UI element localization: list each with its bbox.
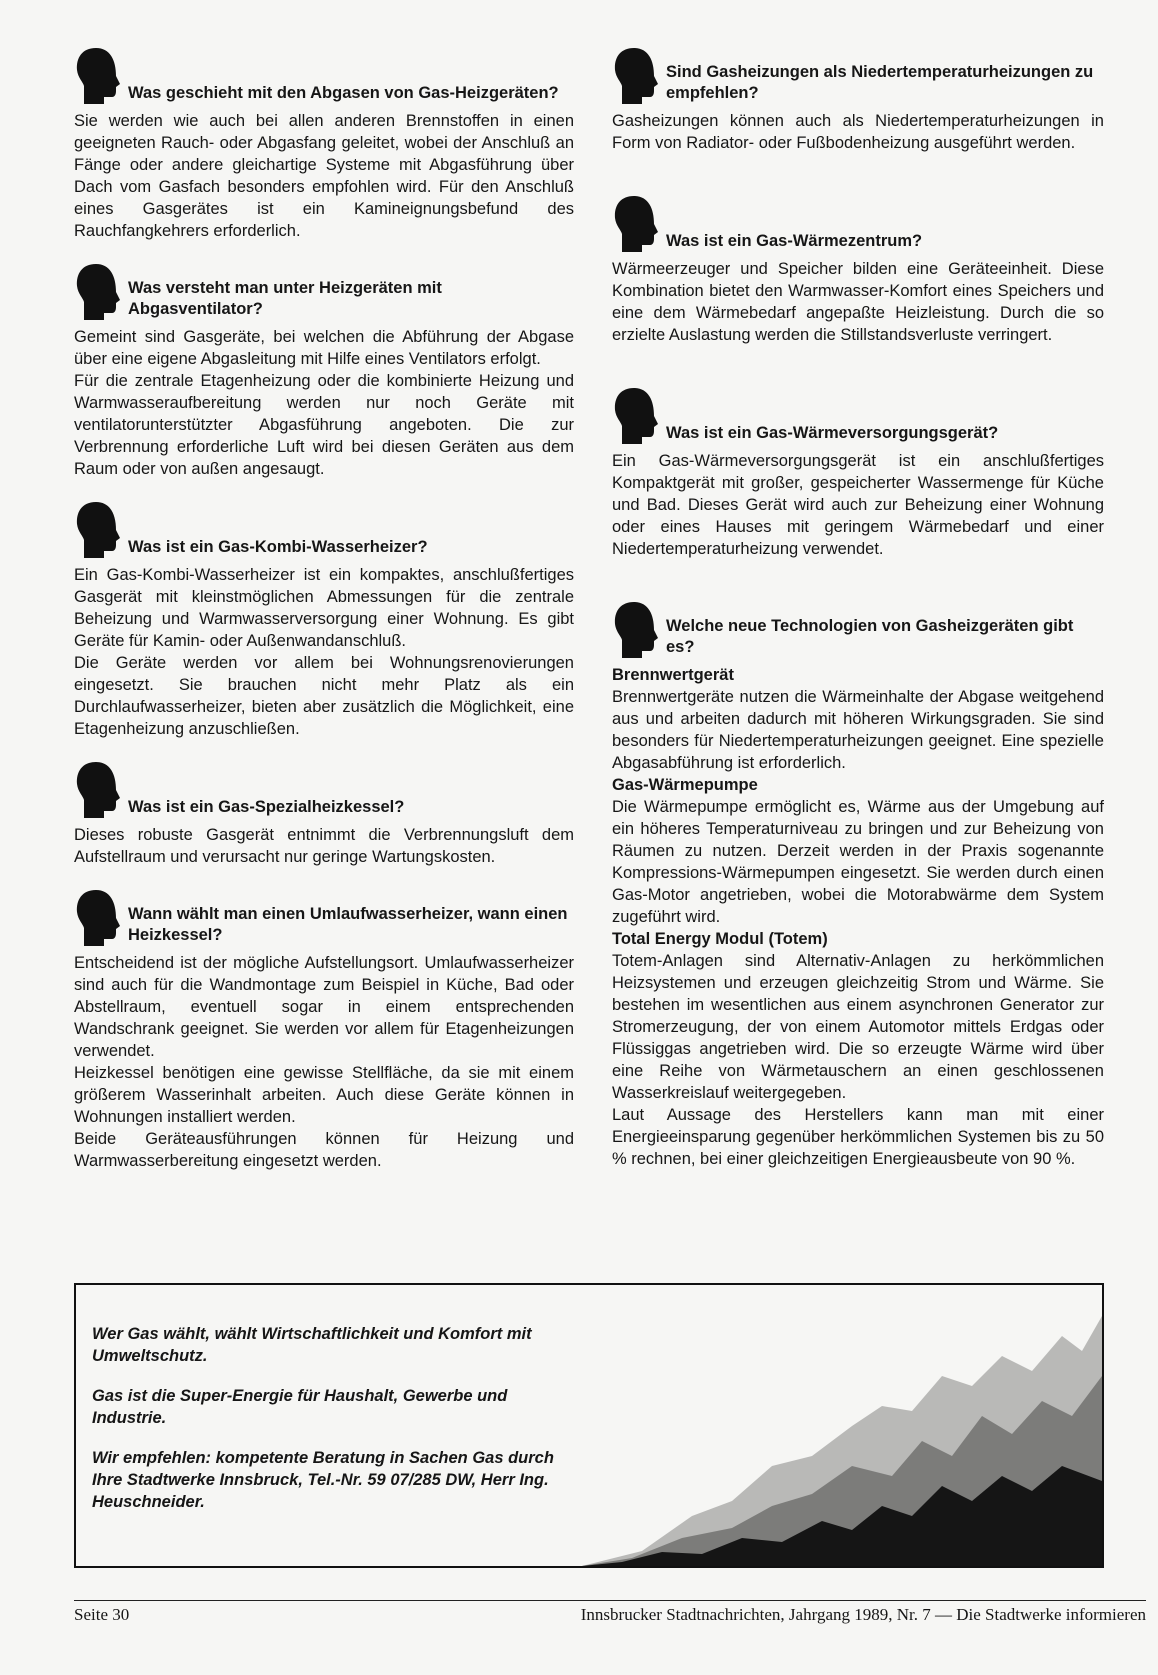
advertisement-text <box>92 1323 582 1531</box>
answer <box>612 258 1104 346</box>
flame-mountain-graphic <box>582 1316 1102 1566</box>
qa-block <box>74 262 574 480</box>
answer-paragraph: Sie werden wie auch bei allen anderen Brennstoffen in einen geeigneten Rauch- oder Abgasfang geleitet, wobei der Anschluß an Fänge oder andere gleichartige Systeme mit Abgasführung über Dach vom Gasfach besonders empfohlen wird. Für den Anschluß eines Gasgerätes ist ein Kamineignungsbefund des Rauchfangkehrers erforderlich. <box>74 112 574 240</box>
question-heading <box>612 386 1104 446</box>
answer-paragraph: Die Geräte werden vor allem bei Wohnungsrenovierungen eingesetzt. Sie brauchen nicht mehr Platz als ein Durchlaufwasserheizer, bieten aber zusätzlich die Möglichkeit, eine Etagenheizung anzuschließen. <box>74 654 574 738</box>
answer-paragraph: Wärmeerzeuger und Speicher bilden eine Geräteeinheit. Diese Kombination bietet den Warmwasser-Komfort eines Speichers und eine dem Wärmebedarf angepaßte Heizleistung. Durch die so erzielte Auslastung werden die Stillstandsverluste verringert. <box>612 260 1104 344</box>
subsection-heading: Total Energy Modul (Totem) <box>612 930 828 948</box>
qa-block <box>74 500 574 740</box>
answer <box>74 952 574 1172</box>
question-title: Was ist ein Gas-Kombi-Wasserheizer? <box>128 538 428 556</box>
question-heading <box>74 760 574 820</box>
answer-paragraph: Gemeint sind Gasgeräte, bei welchen die Abführung der Abgase über eine eigene Abgasleitung mit Hilfe eines Ventilators erfolgt. <box>74 328 574 368</box>
qa-block <box>74 46 574 242</box>
qa-block <box>74 760 574 868</box>
answer-paragraph: Dieses robuste Gasgerät entnimmt die Verbrennungsluft dem Aufstellraum und verursacht nur geringe Wartungskosten. <box>74 826 574 866</box>
answer <box>612 450 1104 560</box>
answer <box>612 664 1104 1170</box>
question-title: Was ist ein Gas-Wärmezentrum? <box>666 232 923 250</box>
speaker-head-icon <box>612 600 660 660</box>
ad-line: Wer Gas wählt, wählt Wirtschaftlichkeit und Komfort mit Umweltschutz. <box>92 1325 532 1365</box>
answer-paragraph: Brennwertgeräte nutzen die Wärmeinhalte der Abgase weitgehend aus und arbeiten dadurch mit höheren Wirkungsgraden. Sie sind besonders für Niedertemperaturheizungen geeignet. Eine spezielle Abgasabführung ist erforderlich. <box>612 688 1104 772</box>
answer-paragraph: Totem-Anlagen sind Alternativ-Anlagen zu herkömmlichen Heizsystemen und erzeugen gleichzeitig Strom und Wärme. Sie bestehen im wesentlichen aus einem asynchronen Generator zur Stromerzeugung, der von einem Automotor mittels Erdgas oder Flüssiggas angetrieben wird. Die so erzeugte Wärme wird über eine Reihe von Wärmetauschern an einen geschlossenen Wasserkreislauf weitergegeben. <box>612 952 1104 1102</box>
speaker-head-icon <box>74 500 122 560</box>
ad-line: Wir empfehlen: kompetente Beratung in Sachen Gas durch Ihre Stadtwerke Innsbruck, Tel.-Nr. 59 07/285 DW, Herr Ing. Heuschneider. <box>92 1449 554 1511</box>
question-heading <box>74 46 574 106</box>
answer-paragraph: Beide Geräteausführungen können für Heizung und Warmwasserbereitung eingesetzt werden. <box>74 1130 574 1170</box>
answer-paragraph: Gasheizungen können auch als Niedertemperaturheizungen in Form von Radiator- oder Fußbodenheizung ausgeführt werden. <box>612 112 1104 152</box>
answer <box>612 110 1104 154</box>
speaker-head-icon <box>612 46 660 106</box>
answer-paragraph: Für die zentrale Etagenheizung oder die kombinierte Heizung und Warmwasseraufbereitung werden nur noch Geräte mit ventilatorunterstützter Abgasführung angeboten. Die zur Verbrennung erforderliche Luft wird bei diesen Geräten aus dem Raum oder von außen angesaugt. <box>74 372 574 478</box>
answer <box>74 824 574 868</box>
question-heading <box>74 888 574 948</box>
speaker-head-icon <box>612 194 660 254</box>
question-heading <box>612 194 1104 254</box>
qa-block <box>612 600 1104 1170</box>
question-title: Wann wählt man einen Umlaufwasserheizer, wann einen Heizkessel? <box>128 905 568 944</box>
left-column <box>74 46 574 1192</box>
answer <box>74 564 574 740</box>
answer <box>74 326 574 480</box>
question-heading <box>612 46 1104 106</box>
question-heading <box>612 600 1104 660</box>
subsection-heading: Gas-Wärmepumpe <box>612 776 758 794</box>
answer-paragraph: Laut Aussage des Herstellers kann man mit einer Energieeinsparung gegenüber herkömmlichen Systemen bis zu 50 % rechnen, bei einer gleichzeitigen Energieausbeute von 90 %. <box>612 1106 1104 1168</box>
footer-rule <box>74 1600 1146 1601</box>
qa-block <box>612 386 1104 560</box>
qa-block <box>612 194 1104 346</box>
publication-info: Innsbrucker Stadtnachrichten, Jahrgang 1989, Nr. 7 — Die Stadtwerke informieren <box>580 1605 1146 1624</box>
speaker-head-icon <box>612 386 660 446</box>
speaker-head-icon <box>74 760 122 820</box>
advertisement-box <box>74 1283 1104 1568</box>
qa-block <box>612 46 1104 154</box>
question-title: Sind Gasheizungen als Niedertemperaturheizungen zu empfehlen? <box>666 63 1094 102</box>
speaker-head-icon <box>74 888 122 948</box>
qa-block <box>74 888 574 1172</box>
question-heading <box>74 262 574 322</box>
speaker-head-icon <box>74 46 122 106</box>
answer-paragraph: Die Wärmepumpe ermöglicht es, Wärme aus der Umgebung auf ein höheres Temperaturniveau zu bringen und zur Beheizung von Räumen zu nutzen. Derzeit werden in der Praxis sogenannte Kompressions-Wärmepumpen eingesetzt. Sie werden durch einen Gas-Motor angetrieben, wobei die Motorabwärme dem System zugeführt wird. <box>612 798 1104 926</box>
question-title: Was ist ein Gas-Spezialheizkessel? <box>128 798 405 816</box>
subsection-heading: Brennwertgerät <box>612 666 734 684</box>
answer-paragraph: Heizkessel benötigen eine gewisse Stellfläche, da sie mit einem größerem Wasserinhalt arbeiten. Auch diese Geräte können in Wohnungen installiert werden. <box>74 1064 574 1126</box>
question-heading <box>74 500 574 560</box>
answer <box>74 110 574 242</box>
page-number: Seite 30 <box>74 1605 130 1624</box>
answer-paragraph: Ein Gas-Wärmeversorgungsgerät ist ein anschlußfertiges Kompaktgerät mit großer, gespeicherter Wassermenge für Küche und Bad. Dieses Gerät wird auch zur Beheizung einer Wohnung oder eines Hauses mit geringem Wärmebedarf und einer Niedertemperaturheizung verwendet. <box>612 452 1104 558</box>
speaker-head-icon <box>74 262 122 322</box>
answer-paragraph: Ein Gas-Kombi-Wasserheizer ist ein kompaktes, anschlußfertiges Gasgerät mit kleinstmöglichen Abmessungen für die zentrale Beheizung und Warmwasserversorgung einer Wohnung. Es gibt Geräte für Kamin- oder Außenwandanschluß. <box>74 566 574 650</box>
question-title: Welche neue Technologien von Gasheizgeräten gibt es? <box>666 617 1074 656</box>
question-title: Was versteht man unter Heizgeräten mit Abgasventilator? <box>128 279 442 318</box>
ad-line: Gas ist die Super-Energie für Haushalt, Gewerbe und Industrie. <box>92 1387 508 1427</box>
answer-paragraph: Entscheidend ist der mögliche Aufstellungsort. Umlaufwasserheizer sind auch für die Wandmontage zum Beispiel in Küche, Bad oder Abstellraum, eventuell sogar in einem entsprechenden Wandschrank geeignet. Sie werden vor allem für Etagenheizungen verwendet. <box>74 954 574 1060</box>
question-title: Was ist ein Gas-Wärmeversorgungsgerät? <box>666 424 999 442</box>
question-title: Was geschieht mit den Abgasen von Gas-Heizgeräten? <box>128 84 559 102</box>
right-column <box>612 46 1104 1190</box>
